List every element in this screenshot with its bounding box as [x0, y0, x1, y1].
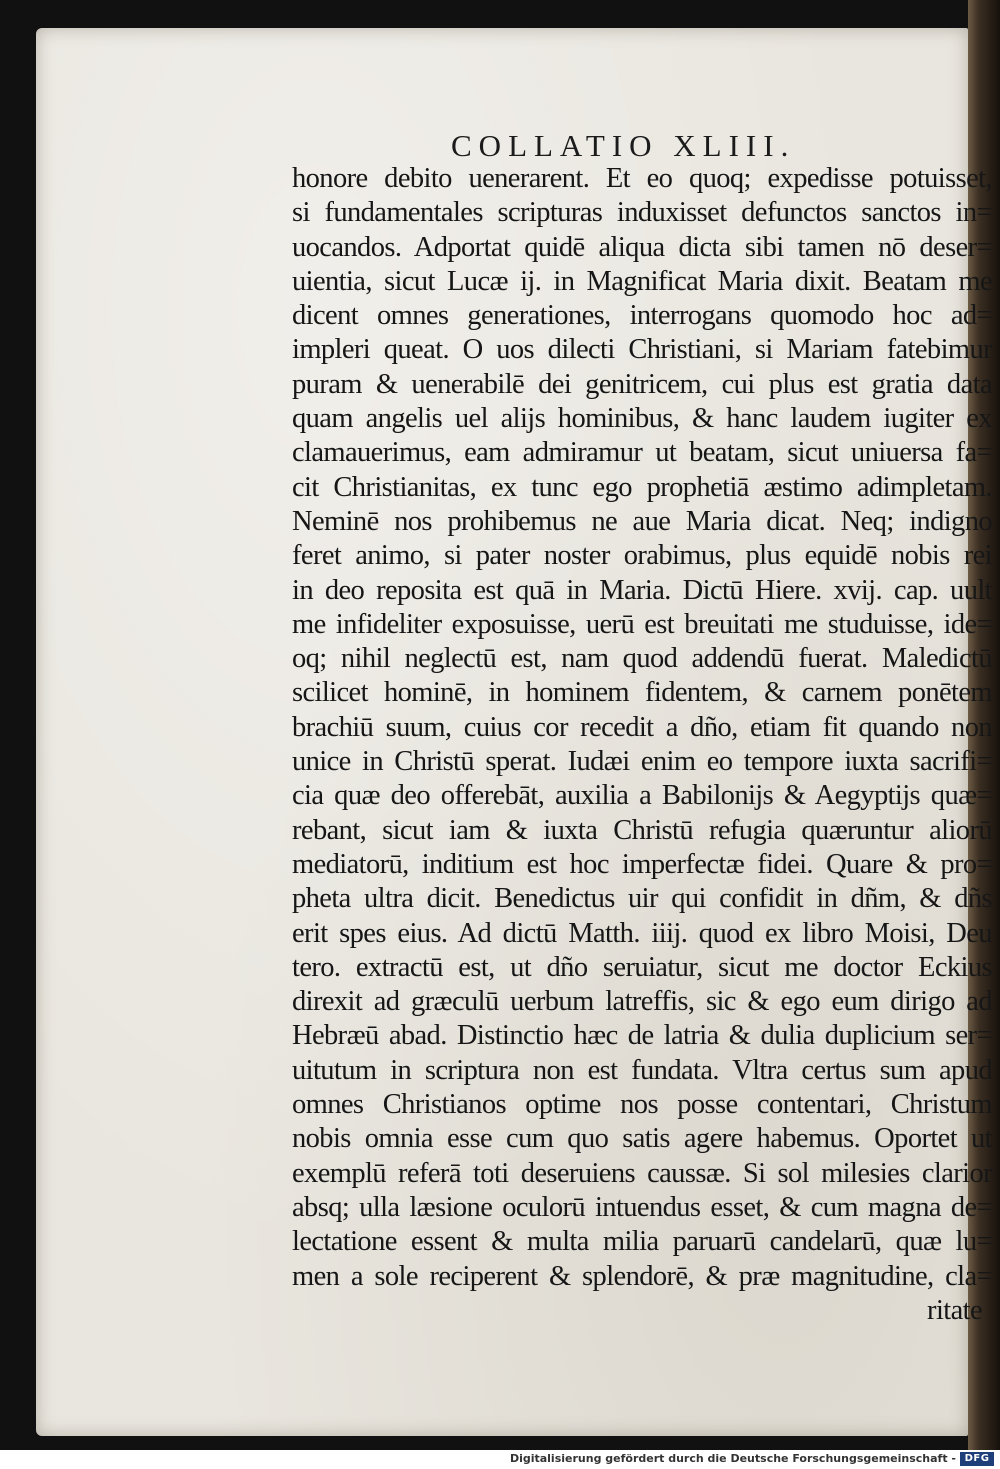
text-line: lectatione essent & multa milia paruarū candelarū, quæ lu=	[292, 1226, 992, 1258]
text-line: uocandos. Adportat quidē aliqua dicta sibi tamen nō deser=	[292, 231, 992, 263]
body-text	[292, 162, 992, 1328]
text-line: oq; nihil neglectū est, nam quod addendū fuerat. Maledictū	[292, 643, 992, 675]
footer-credit: Digitalisierung gefördert durch die Deutsche Forschungsgemeinschaft -	[509, 1452, 956, 1465]
text-line: tero. extractū est, ut dño seruiatur, sicut me doctor Eckius	[292, 951, 992, 983]
text-line: pheta ultra dicit. Benedictus uir qui confidit in dñm, & dñs	[292, 883, 992, 915]
text-line: uientia, sicut Lucæ ij. in Magnificat Maria dixit. Beatam me	[292, 265, 992, 297]
text-line: ritate	[927, 1294, 982, 1326]
text-line: cia quæ deo offerebāt, auxilia a Babilonijs & Aegyptijs quæ=	[292, 780, 992, 812]
text-line: clamauerimus, eam admiramur ut beatam, sicut uniuersa fa=	[292, 437, 992, 469]
text-line: scilicet hominē, in hominem fidentem, & carnem ponētem	[292, 677, 992, 709]
text-line: exemplū referā toti deseruiens caussæ. Si sol milesies clarior	[292, 1157, 992, 1189]
text-line: nobis omnia esse cum quo satis agere habemus. Oportet ut	[292, 1123, 992, 1155]
text-line: feret animo, si pater noster orabimus, plus equidē nobis rei	[292, 540, 992, 572]
text-line: men a sole reciperent & splendorē, & præ magnitudine, cla=	[292, 1260, 992, 1292]
text-line: erit spes eius. Ad dictū Matth. iiij. quod ex libro Moisi, Deu	[292, 917, 992, 949]
text-line: puram & uenerabilē dei genitricem, cui plus est gratia data	[292, 368, 992, 400]
text-line: cit Christianitas, ex tunc ego prophetiā æstimo adimpletam.	[292, 471, 992, 503]
text-line: in deo reposita est quā in Maria. Dictū Hiere. xvij. cap. uult	[292, 574, 992, 606]
text-line: direxit ad græculū uerbum latreffis, sic & ego eum dirigo ad	[292, 986, 992, 1018]
text-line: impleri queat. O uos dilecti Christiani, si Mariam fatebimur	[292, 334, 992, 366]
text-line: brachiū suum, cuius cor recedit a dño, etiam fit quando non	[292, 711, 992, 743]
running-head: COLLATIO XLIII.	[451, 128, 796, 163]
text-line: omnes Christianos optime nos posse contentari, Christum	[292, 1089, 992, 1121]
dfg-logo-icon: DFG	[960, 1452, 994, 1466]
text-line: honore debito uenerarent. Et eo quoq; expedisse potuisset,	[292, 163, 992, 194]
text-line: absq; ulla læsione oculorū intuendus esset, & cum magna de=	[292, 1191, 992, 1223]
text-line: uitutum in scriptura non est fundata. Vltra certus sum apud	[292, 1054, 992, 1086]
text-line: quam angelis uel alijs hominibus, & hanc laudem iugiter ex	[292, 403, 992, 435]
text-line: me infideliter exposuisse, uerū est breuitati me studuisse, ide=	[292, 608, 992, 640]
text-line: Hebræū abad. Distinctio hæc de latria & dulia duplicium ser=	[292, 1020, 992, 1052]
text-line: dicent omnes generationes, interrogans quomodo hoc ad=	[292, 300, 992, 332]
book-page	[36, 28, 992, 1436]
text-line: mediatorū, inditium est hoc imperfectæ fidei. Quare & pro=	[292, 848, 992, 880]
text-line: unice in Christū sperat. Iudæi enim eo tempore iuxta sacrifi=	[292, 746, 992, 778]
footer-bar	[0, 1450, 1000, 1469]
text-line: Neminē nos prohibemus ne aue Maria dicat. Neq; indigno	[292, 505, 992, 537]
text-line: si fundamentales scripturas induxisset defunctos sanctos in=	[292, 197, 992, 229]
text-line: rebant, sicut iam & iuxta Christū refugia quæruntur aliorū	[292, 814, 992, 846]
